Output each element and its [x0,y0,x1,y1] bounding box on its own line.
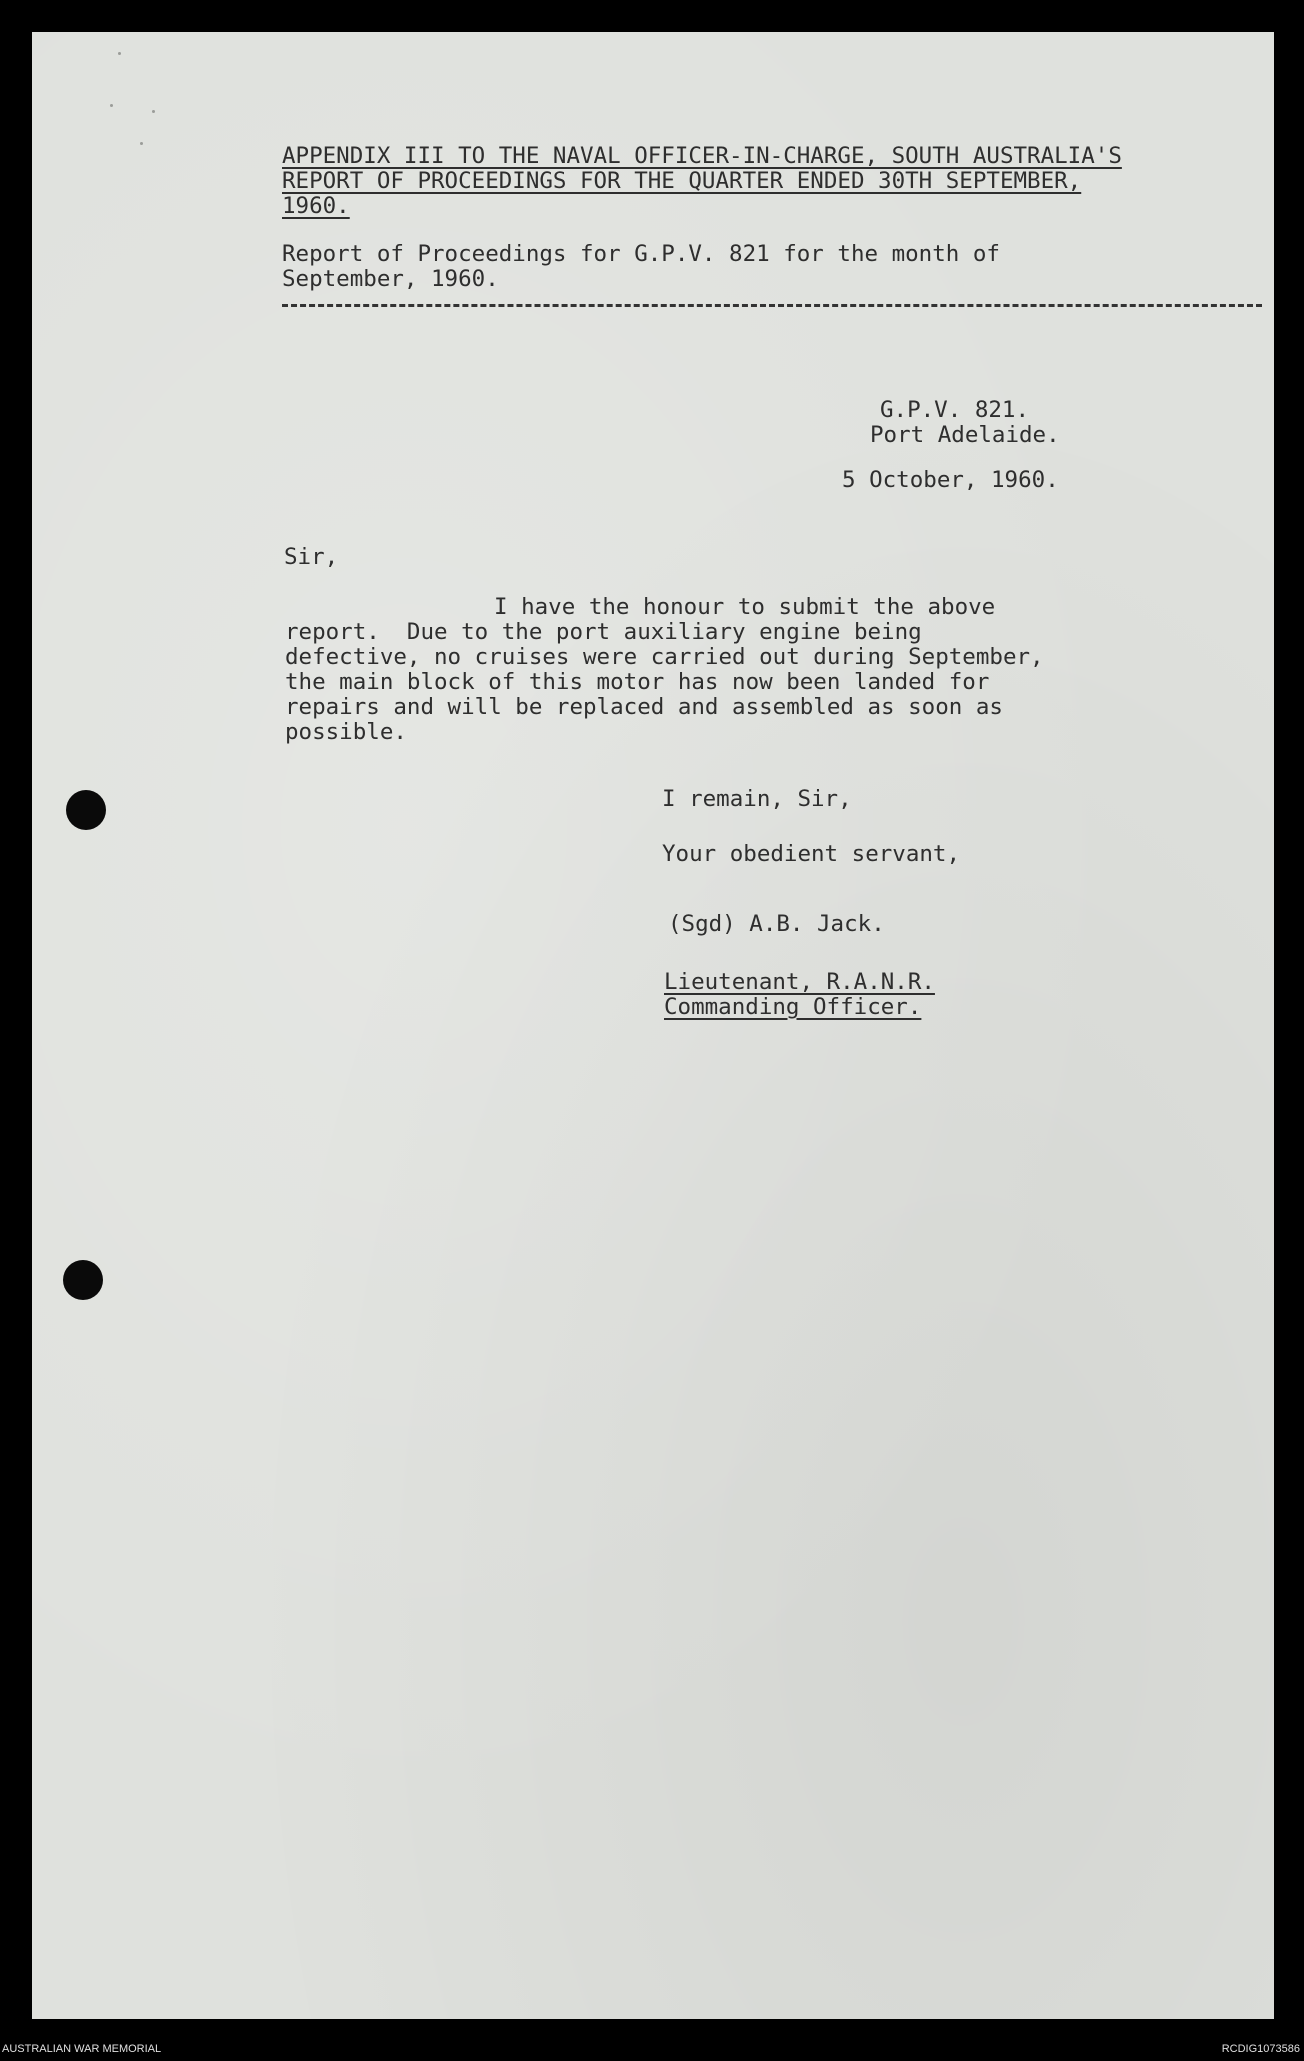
rank-line-2: Commanding Officer. [664,994,922,1020]
body-line-2: report. Due to the port auxiliary engine being [285,619,922,645]
staple-mark [152,110,155,113]
subheading-line-1: Report of Proceedings for G.P.V. 821 for the month of [282,241,1000,267]
letter-date: 5 October, 1960. [842,467,1059,493]
address-line-2: Port Adelaide. [870,422,1060,448]
body-line-1: I have the honour to submit the above [494,594,996,620]
punch-hole [66,790,106,830]
address-line-1: G.P.V. 821. [880,397,1030,423]
rank-line-1: Lieutenant, R.A.N.R. [664,969,935,995]
staple-mark [140,142,143,145]
archive-id: RCDIG1073586 [1221,2043,1300,2055]
signature: (Sgd) A.B. Jack. [668,911,885,937]
body-line-5: repairs and will be replaced and assembled as soon as [285,694,1003,720]
subheading-line-2: September, 1960. [282,266,499,292]
body-line-4: the main block of this motor has now been landed for [285,669,990,695]
heading-line-3: 1960. [282,193,350,219]
heading-line-2: REPORT OF PROCEEDINGS FOR THE QUARTER ENDED 30TH SEPTEMBER, [282,168,1082,194]
salutation: Sir, [284,544,339,570]
paper-page [32,32,1274,2019]
closing-line-2: Your obedient servant, [662,841,961,867]
body-line-6: possible. [285,719,407,745]
staple-mark [118,52,121,55]
heading-line-1: APPENDIX III TO THE NAVAL OFFICER-IN-CHARGE, SOUTH AUSTRALIA'S [282,143,1122,169]
punch-hole [63,1260,103,1300]
closing-line-1: I remain, Sir, [662,786,852,812]
staple-mark [110,104,113,107]
dashed-separator [282,304,1262,307]
archive-credit: AUSTRALIAN WAR MEMORIAL [2,2043,162,2055]
body-line-3: defective, no cruises were carried out during September, [285,644,1044,670]
